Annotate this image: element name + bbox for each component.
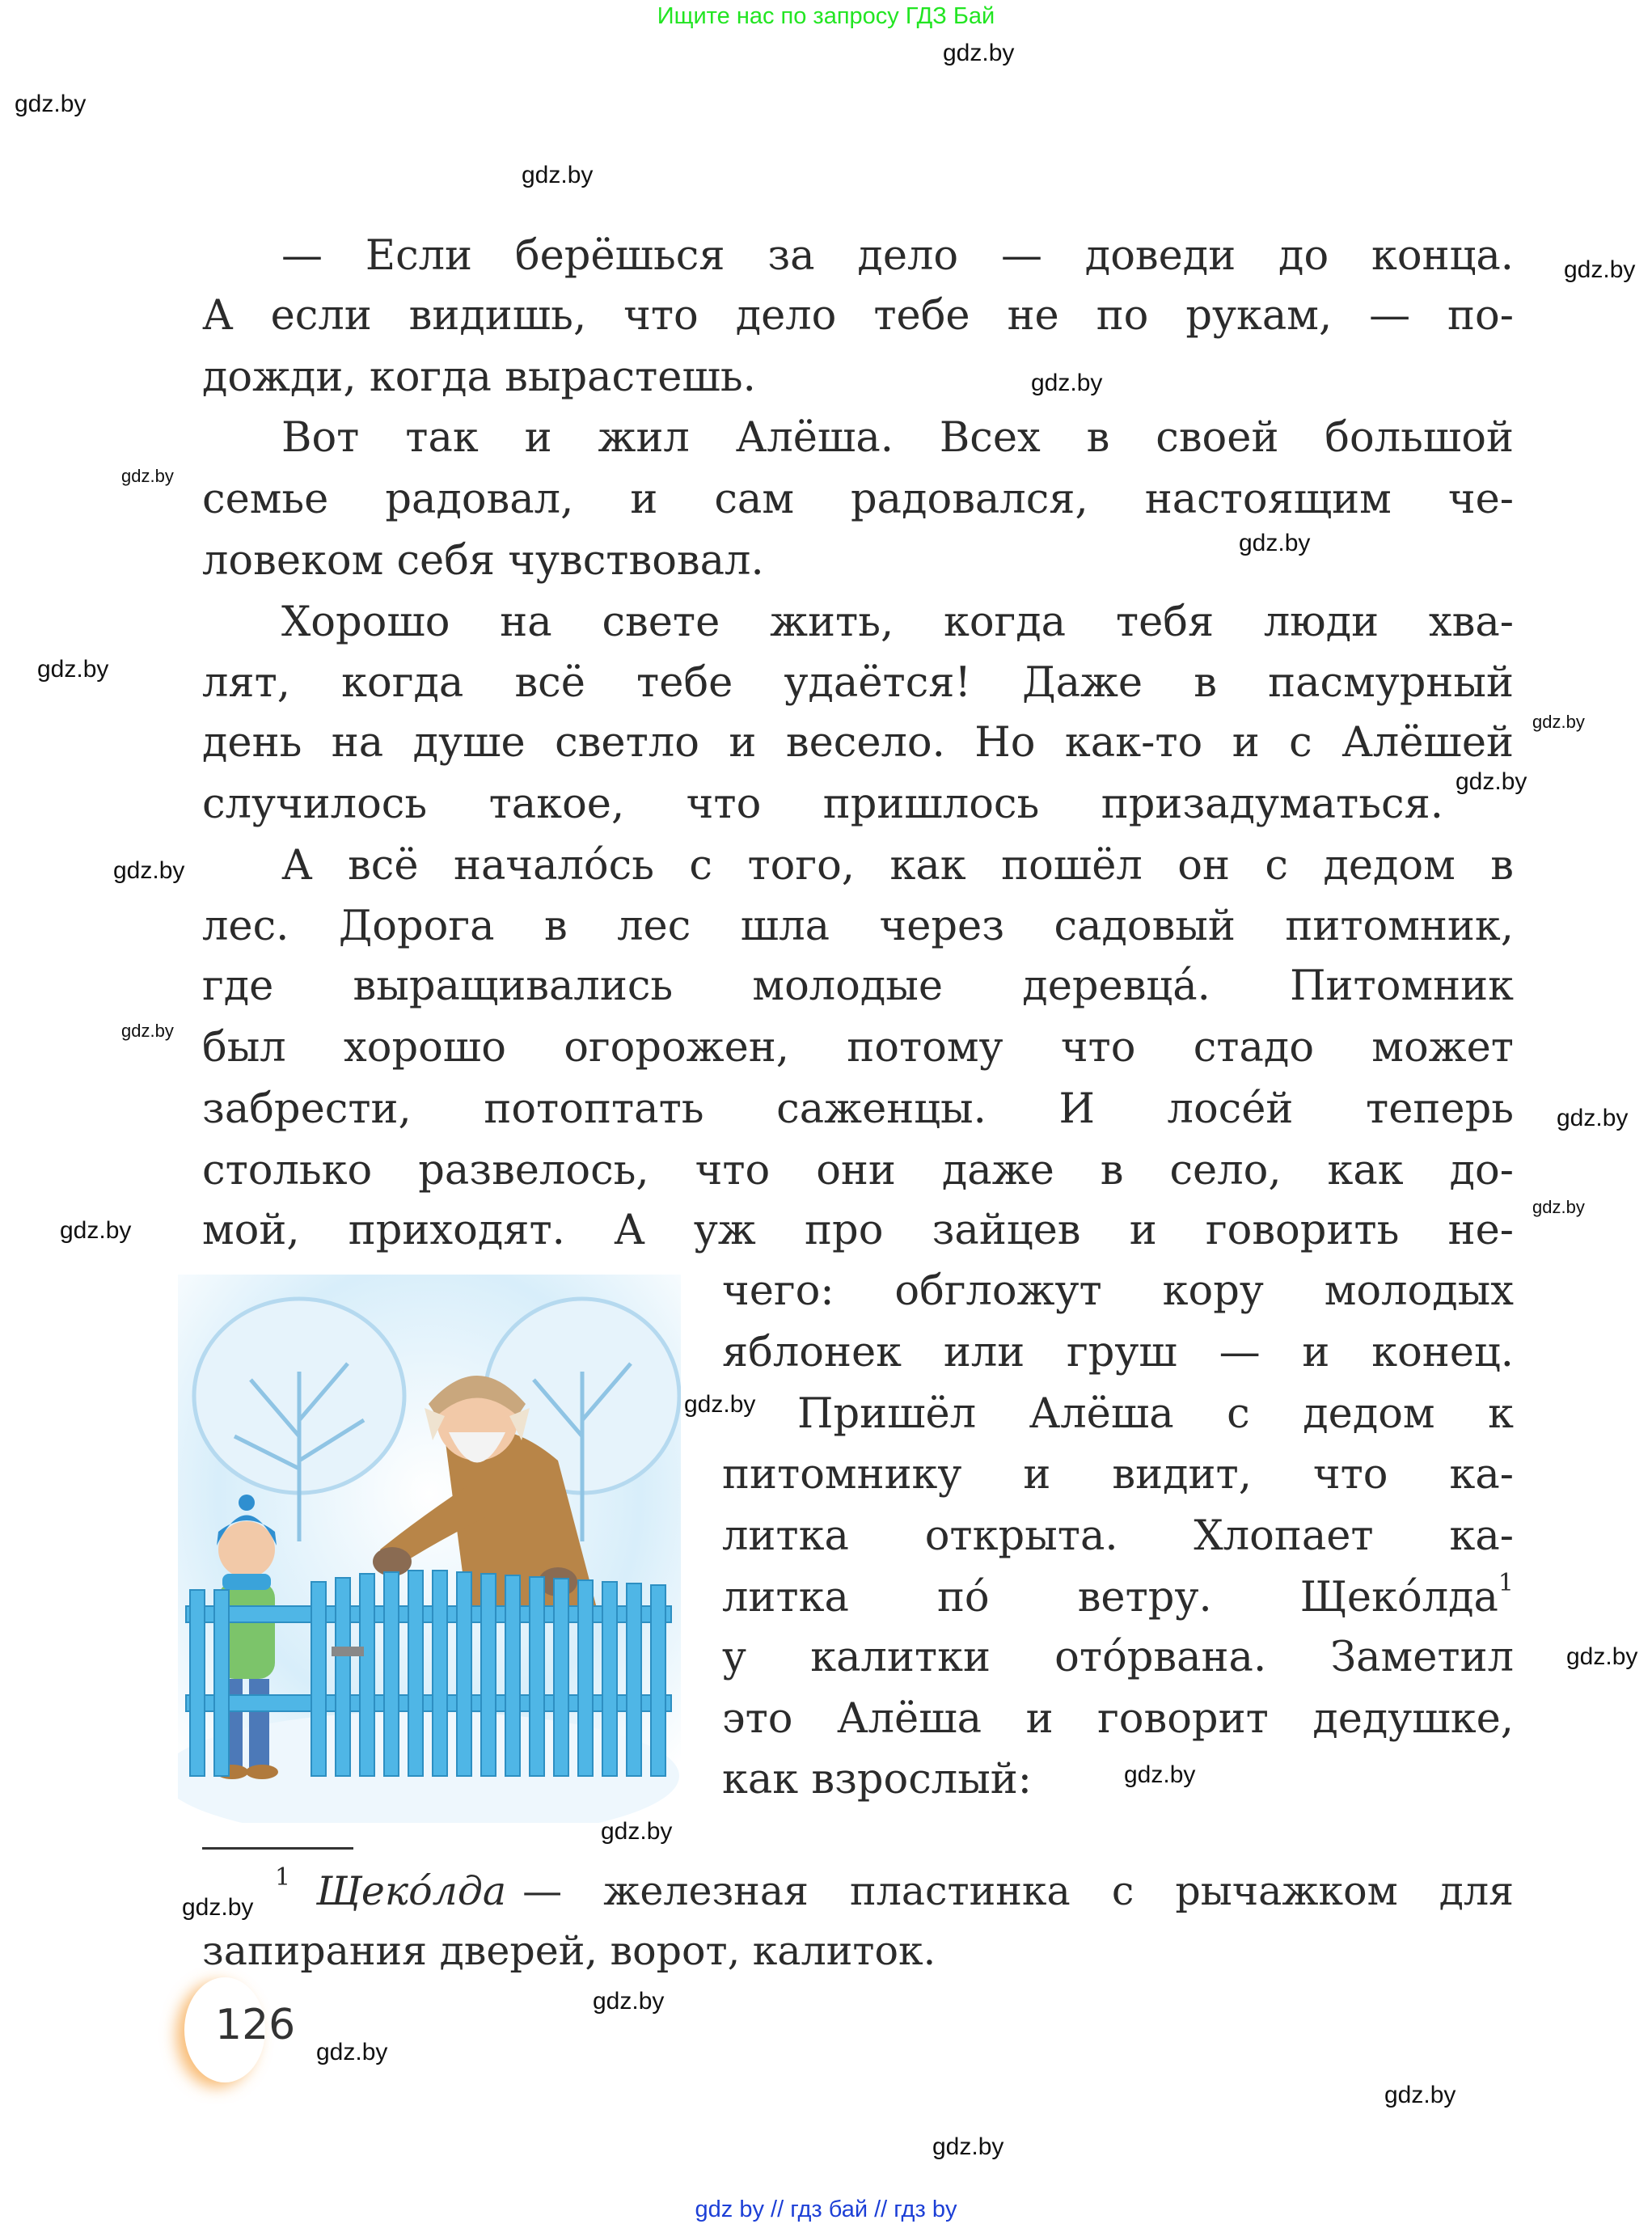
text-line: это Алёша и говорит дедушке, bbox=[722, 1695, 1514, 1743]
latch bbox=[332, 1647, 364, 1656]
text-line: как взрослый: bbox=[722, 1756, 1032, 1803]
text-line: был хорошо огорожен, потому что стадо может bbox=[202, 1024, 1514, 1072]
bottom-links-banner[interactable]: gdz by // гдз бай // гдз by bbox=[695, 2197, 957, 2222]
watermark: gdz.by bbox=[1456, 768, 1527, 795]
text-line: Хорошо на свете жить, когда тебя люди хва- bbox=[281, 598, 1514, 646]
text-line: чего: обгложут кору молодых bbox=[722, 1267, 1514, 1315]
footnote-mark: 1 bbox=[275, 1863, 291, 1892]
watermark: gdz.by bbox=[121, 466, 174, 486]
text-line-content: литка по́ ветру. Щеко́лда bbox=[722, 1574, 1498, 1621]
watermark: gdz.by bbox=[522, 162, 594, 188]
text-line: Пришёл Алёша с дедом к bbox=[797, 1390, 1514, 1438]
text-line: день на душе светло и весело. Но как-то и с Алёшей bbox=[202, 719, 1514, 767]
text-line: А всё начало́сь с того, как пошёл он с дедом в bbox=[281, 842, 1514, 890]
watermark: gdz.by bbox=[1566, 1643, 1638, 1670]
text-line: — Если берёшься за дело — доведи до конца. bbox=[281, 232, 1514, 280]
watermark: gdz.by bbox=[182, 1894, 254, 1921]
text-line: случилось такое, что пришлось призадуматься. bbox=[202, 780, 1443, 828]
watermark: gdz.by bbox=[37, 656, 109, 683]
watermark: gdz.by bbox=[1031, 370, 1103, 396]
text-line: питомнику и видит, что ка- bbox=[722, 1451, 1514, 1499]
watermark: gdz.by bbox=[1239, 530, 1311, 556]
watermark: gdz.by bbox=[601, 1818, 673, 1845]
footnote-line-1 bbox=[275, 1862, 290, 1922]
watermark: gdz.by bbox=[684, 1391, 756, 1418]
illustration-grandfather-and-boy-at-gate bbox=[178, 1275, 681, 1823]
page-number: 126 bbox=[215, 2001, 296, 2049]
footnote-line-2: запирания дверей, ворот, калиток. bbox=[202, 1928, 936, 1974]
text-line: забрести, потоптать саженцы. И лосе́й теперь bbox=[202, 1085, 1514, 1133]
text-line: Вот так и жил Алёша. Всех в своей большой bbox=[281, 414, 1514, 462]
watermark: gdz.by bbox=[593, 1988, 665, 2015]
text-line: столько развелось, что они даже в село, как до- bbox=[202, 1147, 1514, 1194]
footnote-ref: 1 bbox=[1498, 1569, 1514, 1597]
text-line: ловеком себя чувствовал. bbox=[202, 537, 764, 585]
watermark: gdz.by bbox=[1124, 1761, 1196, 1788]
watermark: gdz.by bbox=[1384, 2082, 1456, 2108]
watermark: gdz.by bbox=[316, 2039, 388, 2065]
text-line: мой, приходят. А уж про зайцев и говорить не- bbox=[202, 1207, 1514, 1254]
watermark: gdz.by bbox=[121, 1021, 174, 1041]
text-line: лят, когда всё тебе удаётся! Даже в пасмурный bbox=[202, 659, 1514, 707]
watermark: gdz.by bbox=[1564, 256, 1636, 283]
text-line: яблонек или груш — и конец. bbox=[722, 1329, 1514, 1376]
watermark: gdz.by bbox=[113, 857, 185, 884]
text-line: литка открыта. Хлопает ка- bbox=[722, 1512, 1514, 1560]
text-line: лес. Дорога в лес шла через садовый питомник, bbox=[202, 903, 1514, 950]
watermark: gdz.by bbox=[1557, 1105, 1629, 1131]
footnote-divider bbox=[202, 1847, 353, 1850]
footnote-term: Щеко́лда bbox=[316, 1868, 507, 1914]
text-line: А если видишь, что дело тебе не по рукам, — по- bbox=[202, 292, 1514, 340]
watermark: gdz.by bbox=[932, 2133, 1004, 2160]
footnote-definition: — железная пластинка с рычажком для bbox=[522, 1868, 1514, 1914]
text-line: семье радовал, и сам радовался, настоящим че- bbox=[202, 476, 1514, 523]
text-line: где выращивались молодые деревца́. Питомник bbox=[202, 962, 1514, 1010]
text-line: у калитки ото́рвана. Заметил bbox=[722, 1634, 1514, 1681]
watermark: gdz.by bbox=[1532, 1197, 1585, 1217]
text-line: дожди, когда вырастешь. bbox=[202, 353, 756, 401]
top-search-banner[interactable]: Ищите нас по запросу ГДЗ Бай bbox=[657, 3, 995, 29]
footnote-line-1-text bbox=[316, 1862, 1514, 1922]
watermark: gdz.by bbox=[15, 91, 87, 117]
watermark: gdz.by bbox=[60, 1217, 132, 1244]
watermark: gdz.by bbox=[1532, 712, 1585, 732]
text-line bbox=[722, 1567, 1514, 1629]
watermark: gdz.by bbox=[943, 40, 1015, 66]
